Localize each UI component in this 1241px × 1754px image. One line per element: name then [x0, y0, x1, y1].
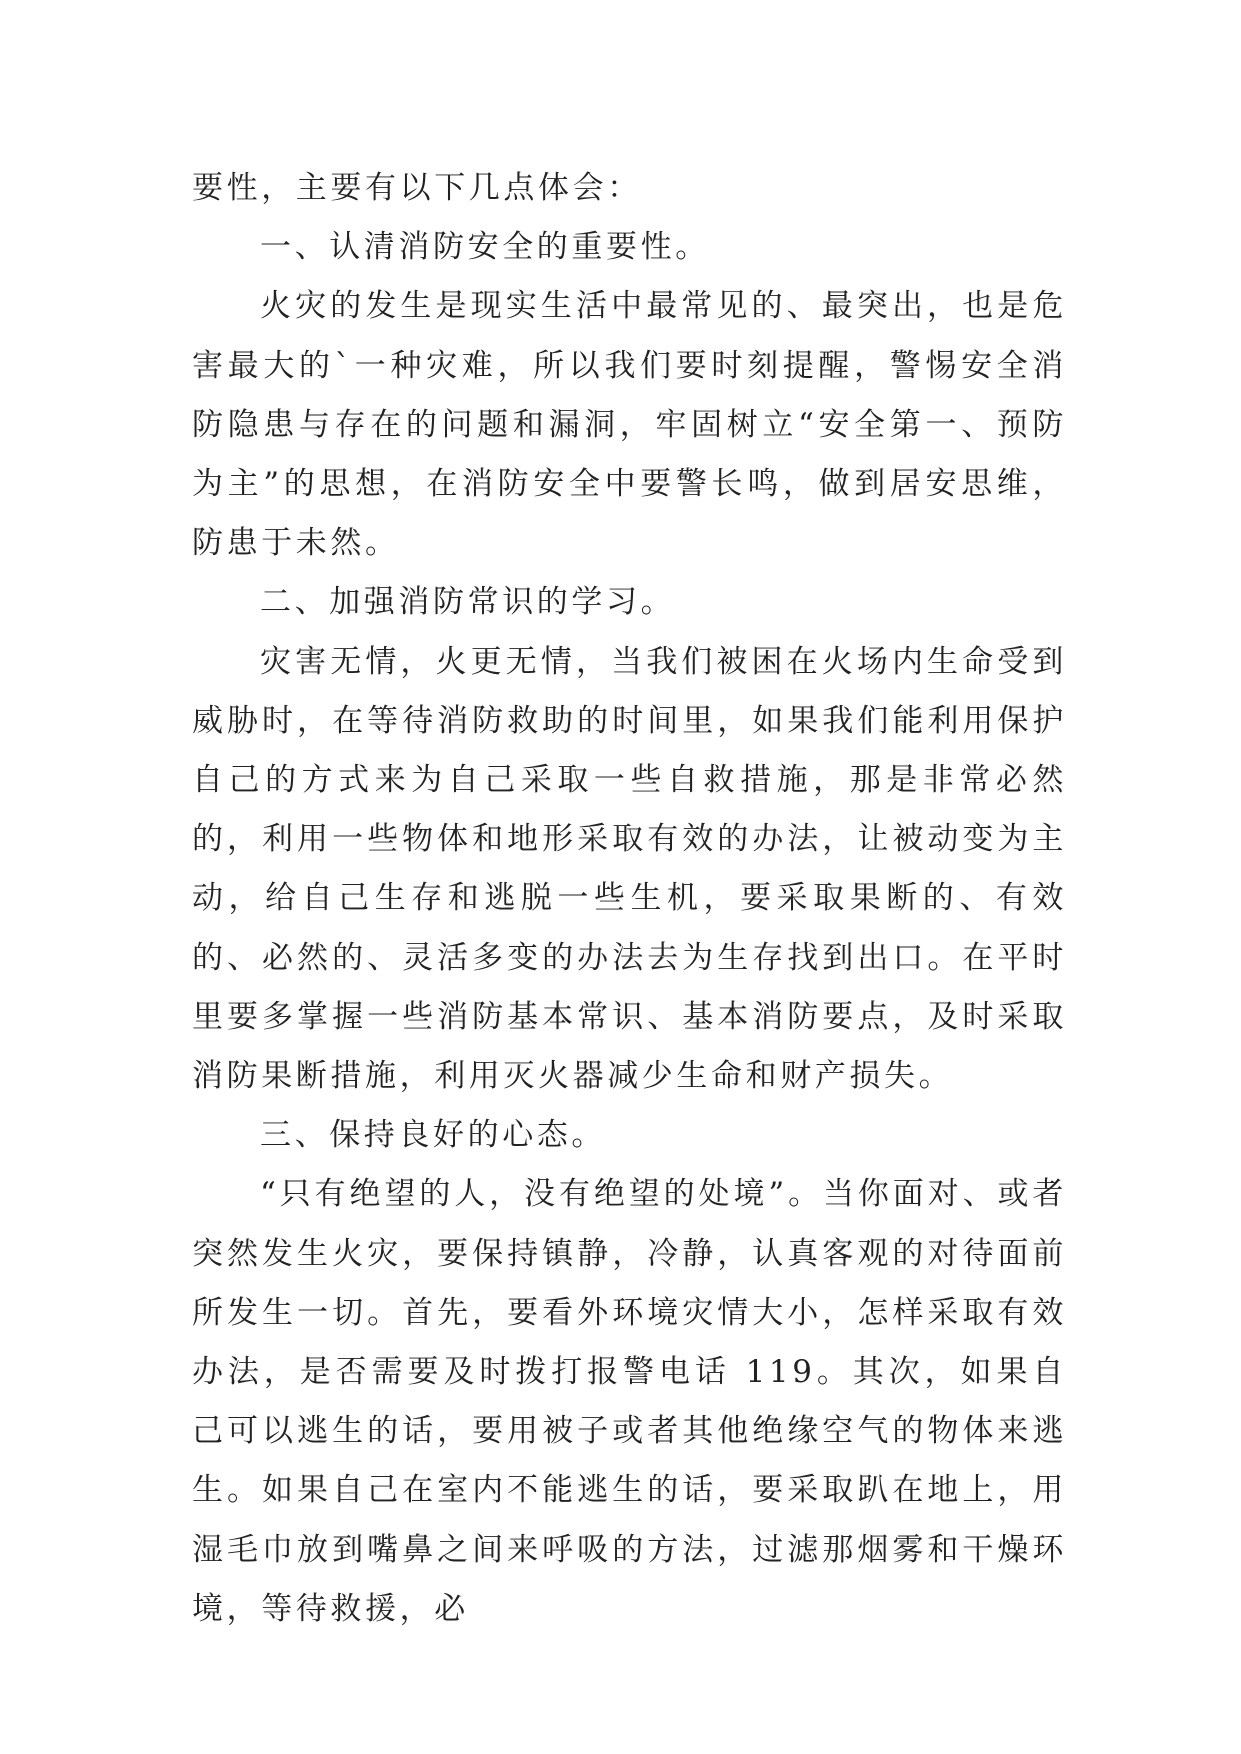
paragraph-section-3: “只有绝望的人，没有绝望的处境”。当你面对、或者突然发生火灾，要保持镇静，冷静，认真客观的对待面前所发生一切。首先，要看外环境灾情大小，怎样采取有效办法，是否需要及时拨打报警电话 119。其次，如果自己可以逃生的话，要用被子或者其他绝缘空气的物体来逃生。如果自己在室内不能逃生的话，要采取趴在地上，用湿毛巾放到嘴鼻之间来呼吸的方法，过滤那烟雾和干燥环境，等待救援，必 [192, 1176, 1067, 1627]
document-body [192, 159, 1067, 1639]
paragraph-section-1: 火灾的发生是现实生活中最常见的、最突出，也是危害最大的`一种灾难，所以我们要时刻提醒，警惕安全消防隐患与存在的问题和漏洞，牢固树立“安全第一、预防为主”的思想，在消防安全中要警长鸣，做到居安思维，防患于未然。 [192, 288, 1067, 562]
paragraph-section-2: 灾害无情，火更无情，当我们被困在火场内生命受到威胁时，在等待消防救助的时间里，如果我们能利用保护自己的方式来为自己采取一些自救措施，那是非常必然的，利用一些物体和地形采取有效的办法，让被动变为主动，给自己生存和逃脱一些生机，要采取果断的、有效的、必然的、灵活多变的办法去为生存找到出口。在平时里要多掌握一些消防基本常识、基本消防要点，及时采取消防果断措施，利用灭火器减少生命和财产损失。 [192, 643, 1067, 1095]
section-heading-3: 三、保持良好的心态。 [260, 1117, 606, 1154]
section-heading-1: 一、认清消防安全的重要性。 [260, 229, 710, 266]
section-heading-2: 二、加强消防常识的学习。 [260, 584, 676, 621]
paragraph-intro-continuation: 要性，主要有以下几点体会： [192, 170, 642, 206]
